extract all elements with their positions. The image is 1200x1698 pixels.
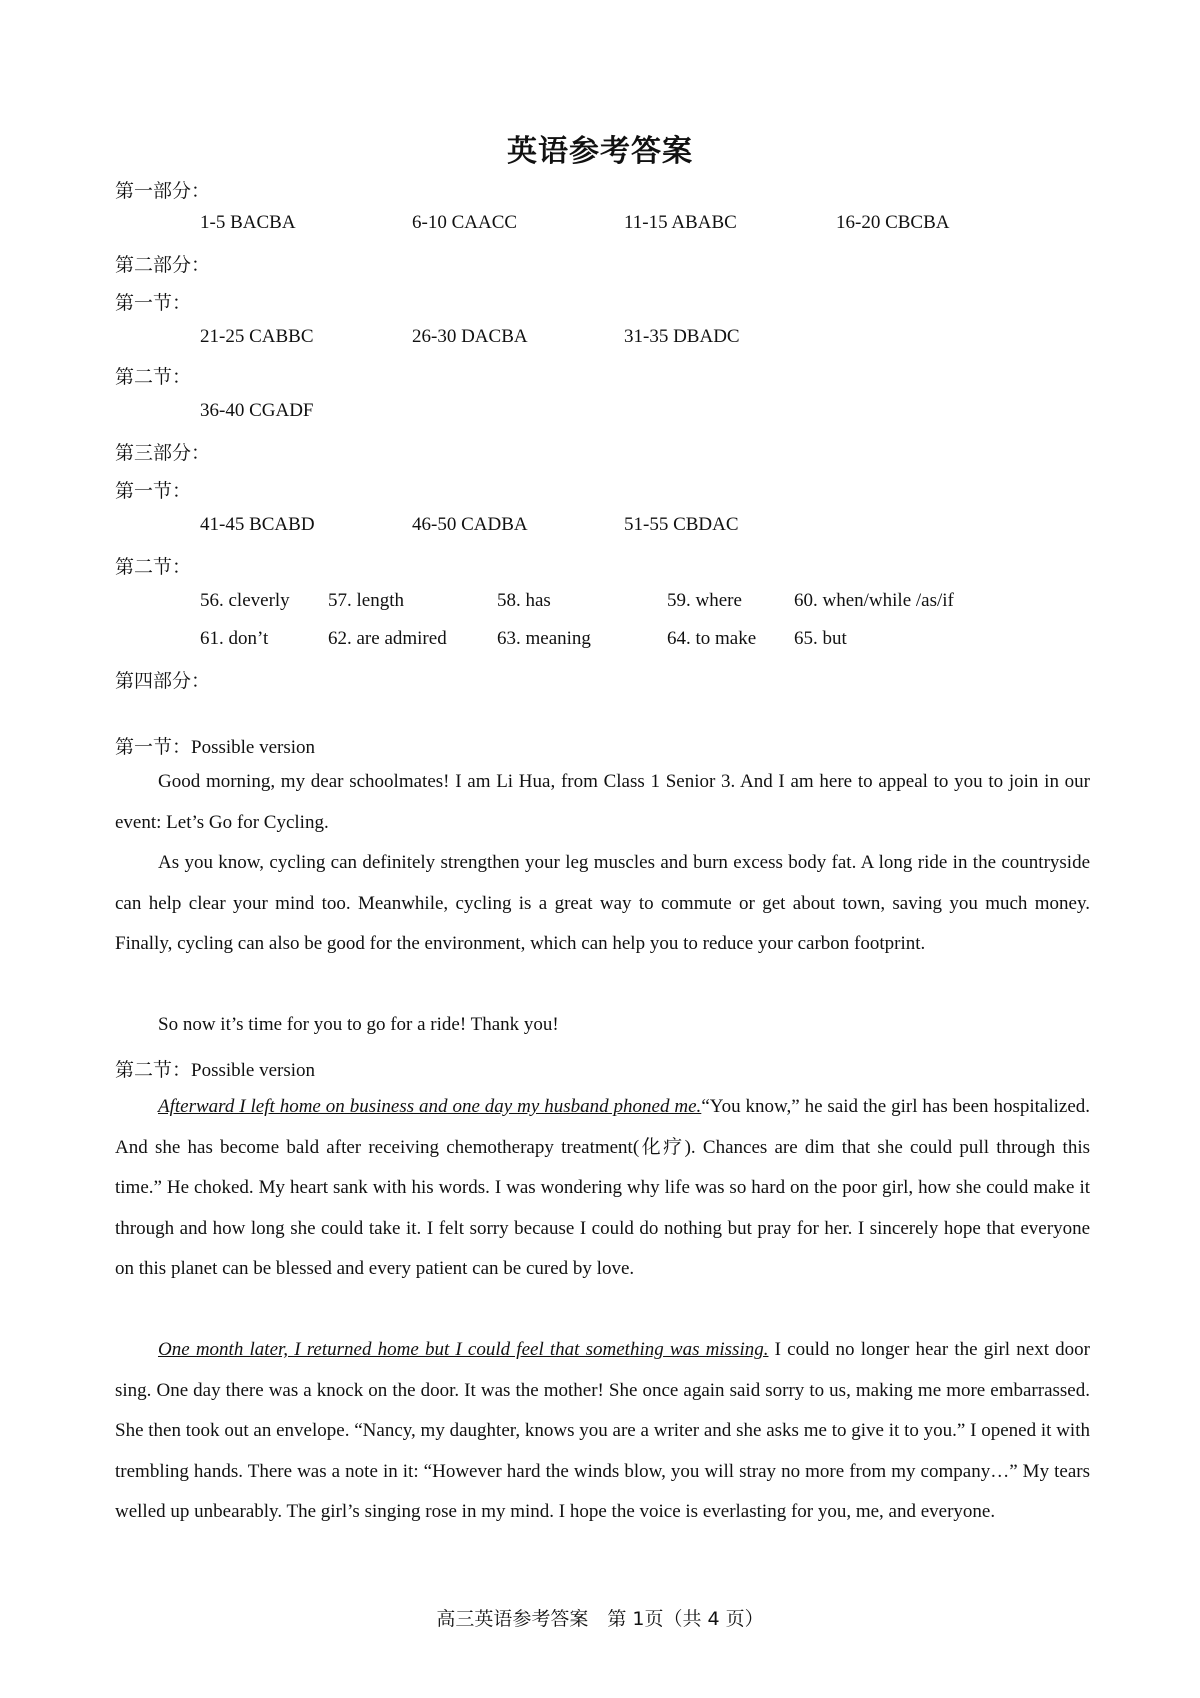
continuation-paragraph [115,1330,1090,1533]
paragraph-body: I could no longer hear the girl next door sing. One day there was a knock on the door. It was the mother! She once again said sorry to us, making me more embarrassed. She then took out an envelope. “Nancy, my daughter, knows you are a writer and she asks me to give it to you.” I opened it with trembling hands. There was a note in it: “However hard the winds blow, you will stray no more from my company…” My tears welled up unbearably. The girl’s singing rose in my mind. I hope the voice is everlasting for you, me, and everyone. [115,1339,1090,1522]
paragraph-lead-sentence: One month later, I returned home but I could feel that something was missing. [158,1339,769,1360]
cloze-answer: 64. to make [667,628,757,649]
paragraph-body: “You know,” he said the girl has been hospitalized. And she has become bald after receiving chemotherapy treatment(化疗). Chances are dim that she could pull through this time.” He choked. My heart sank with his words. I was wondering why life was so hard on the poor girl, how she could make it through and how long she could take it. I felt sorry because I could do nothing but pray for her. I sincerely hope that everyone on this planet can be blessed and every patient can be cured by love. [115,1096,1090,1279]
answer-group: 46-50 CADBA [412,514,528,535]
page-title: 英语参考答案 [507,134,693,169]
part2-section2-heading: 第二节： [115,367,192,388]
cloze-answer: 65. but [794,628,847,649]
page-footer: 高三英语参考答案 第 1页（共 4 页） [436,1608,764,1630]
cloze-answer: 61. don’t [200,628,269,649]
part4-heading: 第四部分： [115,671,211,692]
answer-group: 36-40 CGADF [200,400,314,421]
part2-section1-heading: 第一节： [115,293,192,314]
part2-heading: 第二部分： [115,255,211,276]
paragraph-lead-sentence: Afterward I left home on business and one day my husband phoned me. [158,1096,702,1117]
part3-section2-heading: 第二节： [115,557,192,578]
answer-group: 11-15 ABABC [624,212,737,233]
continuation-paragraph [115,1087,1090,1290]
cloze-answer: 56. cleverly [200,590,290,611]
part3-section1-heading: 第一节： [115,481,192,502]
cloze-answer: 59. where [667,590,742,611]
essay-paragraph: So now it’s time for you to go for a ride! Thank you! [158,1014,559,1035]
essay-paragraph: Good morning, my dear schoolmates! I am Li Hua, from Class 1 Senior 3. And I am here to appeal to you to join in our event: Let’s Go for Cycling. [115,771,1090,833]
answer-group: 41-45 BCABD [200,514,315,535]
cloze-answer: 63. meaning [497,628,591,649]
cloze-answer: 57. length [328,590,404,611]
cloze-answer: 62. are admired [328,628,447,649]
part4-section1-heading: 第一节：Possible version [115,737,316,758]
cloze-answer: 60. when/while /as/if [794,590,954,611]
part4-section2-heading: 第二节：Possible version [115,1060,316,1081]
answer-group: 21-25 CABBC [200,326,314,347]
answer-group: 16-20 CBCBA [836,212,950,233]
cloze-answer: 58. has [497,590,551,611]
answer-group: 31-35 DBADC [624,326,740,347]
answer-group: 6-10 CAACC [412,212,518,233]
part3-heading: 第三部分： [115,443,211,464]
answer-group: 51-55 CBDAC [624,514,739,535]
answer-group: 26-30 DACBA [412,326,528,347]
essay-paragraph: As you know, cycling can definitely strengthen your leg muscles and burn excess body fat. A long ride in the countryside can help clear your mind too. Meanwhile, cycling is a great way to commute or get about town, saving you much money. Finally, cycling can also be good for the environment, which can help you to reduce your carbon footprint. [115,852,1090,954]
part1-heading: 第一部分： [115,181,211,202]
answer-group: 1-5 BACBA [200,212,296,233]
